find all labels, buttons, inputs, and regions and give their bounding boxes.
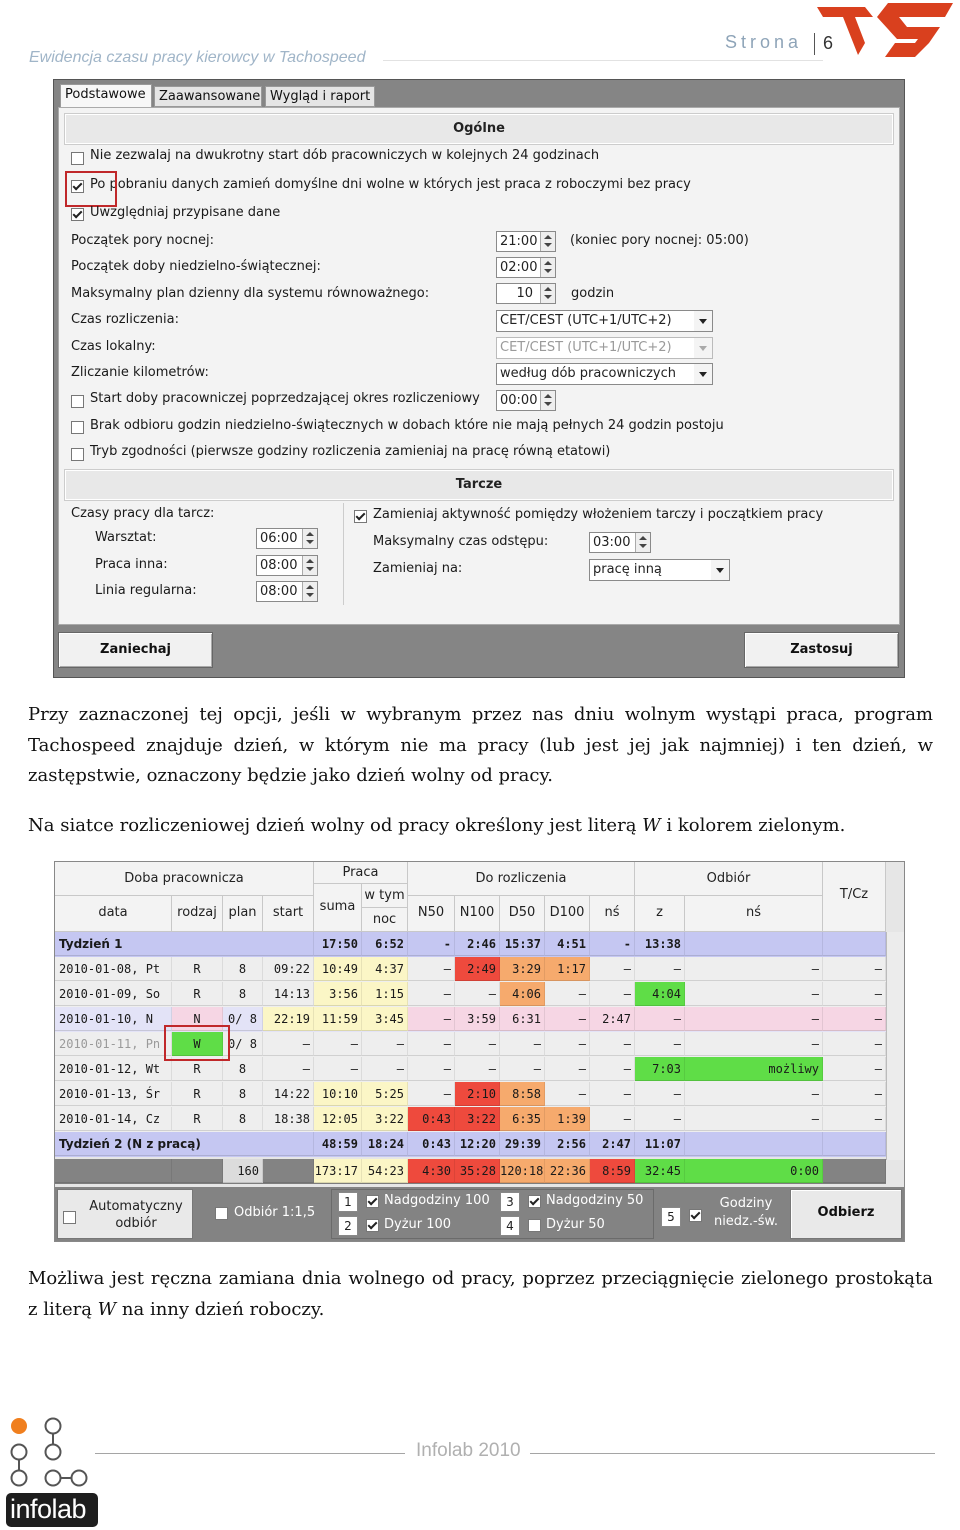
cell-pickup-ns[interactable]	[685, 932, 823, 956]
cell-d50[interactable]: –	[500, 1057, 545, 1081]
cell-d100[interactable]: –	[545, 1007, 590, 1031]
label-replace-with: Zamieniaj na:	[373, 561, 463, 576]
cell-type[interactable]: R	[172, 982, 223, 1006]
footer-text: Infolab 2010	[416, 1440, 521, 1461]
checkbox-holiday-hours[interactable]	[689, 1209, 702, 1222]
grid-toolbar	[55, 1187, 904, 1241]
cell-n50[interactable]: 0:43	[408, 1132, 455, 1156]
label-pickup-11: Odbiór 1:1,5	[234, 1205, 316, 1220]
cell-tcz[interactable]: –	[823, 1057, 886, 1081]
col-header-start: start	[263, 896, 314, 932]
cell-sum[interactable]: 3:56	[314, 982, 362, 1006]
night-start-value: 21:00	[500, 234, 538, 249]
cell-d50[interactable]: –	[500, 1032, 545, 1056]
col-header-type: rodzaj	[172, 896, 223, 932]
checkbox-overtime50[interactable]	[528, 1195, 541, 1208]
spin-arrows-icon[interactable]	[540, 284, 555, 303]
badge-1: 1	[338, 1192, 358, 1212]
cell-type[interactable]: R	[172, 1057, 223, 1081]
settle-time-select[interactable]	[496, 310, 713, 332]
cell-d100[interactable]: –	[545, 1032, 590, 1056]
col-header-n50: N50	[408, 896, 455, 932]
spin-arrows-icon[interactable]	[540, 258, 555, 277]
cell-z[interactable]: 11:07	[635, 1132, 685, 1156]
cell-d100[interactable]: 4:51	[545, 932, 590, 956]
cell-n100[interactable]: –	[455, 982, 500, 1006]
spin-arrows-icon[interactable]	[635, 533, 650, 552]
cell-date[interactable]: 2010-01-09, So	[55, 982, 172, 1006]
checkbox-auto-pickup[interactable]	[63, 1211, 76, 1224]
day-row[interactable]	[55, 1107, 886, 1132]
cell-ns[interactable]: –	[590, 1032, 635, 1056]
label-regular-line: Linia regularna:	[95, 583, 197, 598]
badge-4: 4	[500, 1216, 520, 1236]
col-header-plan: plan	[223, 896, 263, 932]
cell-ns[interactable]: –	[590, 1057, 635, 1081]
week-2-row[interactable]	[55, 1132, 886, 1157]
total-sum: 173:17	[314, 1159, 362, 1183]
cell-n100[interactable]: –	[455, 1032, 500, 1056]
cell-start[interactable]: 18:38	[263, 1107, 314, 1131]
checkbox-duty50[interactable]	[528, 1219, 541, 1232]
km-count-select[interactable]	[496, 363, 713, 385]
cell-sum[interactable]: 17:50	[314, 932, 362, 956]
paragraph-3-letter: W	[97, 1298, 117, 1320]
col-header-d100: D100	[545, 896, 590, 932]
cell-n50[interactable]: –	[408, 1057, 455, 1081]
cell-z[interactable]: –	[635, 1107, 685, 1131]
cell-z[interactable]: –	[635, 1007, 685, 1031]
cell-d50[interactable]: 3:29	[500, 957, 545, 981]
cell-tcz[interactable]	[823, 932, 886, 956]
checkbox-no-double-start[interactable]	[71, 152, 84, 165]
footer-rule-left	[95, 1453, 405, 1454]
cell-sum[interactable]: 48:59	[314, 1132, 362, 1156]
max-gap-value: 03:00	[593, 535, 631, 550]
cell-sum[interactable]: –	[314, 1057, 362, 1081]
cell-ns[interactable]: –	[590, 1107, 635, 1131]
chevron-down-icon[interactable]	[694, 311, 712, 331]
total-pickup-ns: 0:00	[685, 1159, 823, 1183]
cell-date[interactable]: 2010-01-12, Wt	[55, 1057, 172, 1081]
label-km-count: Zliczanie kilometrów:	[71, 365, 209, 380]
start-prev-day-spinner[interactable]	[496, 390, 556, 411]
header-rule	[383, 60, 823, 61]
total-n100: 35:28	[455, 1159, 500, 1183]
label-replace-activity: Zamieniaj aktywność pomiędzy włożeniem tarczy i początkiem pracy	[373, 507, 824, 522]
cell-date[interactable]: 2010-01-11, Pn	[55, 1032, 172, 1056]
replace-with-value: pracę inną	[593, 562, 662, 577]
page-number: 6	[823, 33, 834, 53]
tab-appearance[interactable]: Wygląd i raport	[265, 86, 375, 107]
col-header-sum: suma	[314, 884, 362, 932]
grid-scrollbar[interactable]	[886, 932, 905, 1160]
cell-z[interactable]: 13:38	[635, 932, 685, 956]
chevron-down-icon[interactable]	[694, 364, 712, 384]
auto-pickup-group	[57, 1189, 193, 1239]
cell-d100[interactable]: 2:56	[545, 1132, 590, 1156]
total-type	[172, 1159, 223, 1183]
cell-n50[interactable]: -	[408, 932, 455, 956]
night-start-spinner[interactable]	[496, 231, 556, 252]
cell-pickup-ns[interactable]: –	[685, 982, 823, 1006]
cell-type[interactable]: R	[172, 957, 223, 981]
max-plan-spinner[interactable]	[496, 283, 556, 304]
cell-plan[interactable]: 8	[223, 1057, 263, 1081]
cell-night[interactable]: 5:25	[362, 1082, 408, 1106]
cell-start[interactable]: 09:22	[263, 957, 314, 981]
highlight-box	[65, 171, 117, 207]
cell-date[interactable]: 2010-01-10, N	[55, 1007, 172, 1031]
apply-button[interactable]: Zastosuj	[744, 632, 899, 668]
paragraph-1: Przy zaznaczonej tej opcji, jeśli w wybranym przez nas dniu wolnym wystąpi praca, program Tachospeed znajduje dzień, w którym nie ma pracy (lub jest jej jak najmniej) i ten dzień, w zastępstwie, oznaczony będzie jako dzień wolny od pracy.	[28, 704, 933, 786]
cell-n100[interactable]: 2:46	[455, 932, 500, 956]
cell-d100[interactable]: 1:17	[545, 957, 590, 981]
cell-type[interactable]: R	[172, 1107, 223, 1131]
label-start-prev-day: Start doby pracowniczej poprzedzającej okres rozliczeniowy	[90, 391, 480, 406]
cell-pickup-ns[interactable]: –	[685, 1107, 823, 1131]
cell-date[interactable]: 2010-01-08, Pt	[55, 957, 172, 981]
label-disc-work-times: Czasy pracy dla tarcz:	[71, 506, 215, 521]
cell-pickup-ns[interactable]: możliwy	[685, 1057, 823, 1081]
tab-advanced[interactable]: Zaawansowane	[154, 86, 262, 107]
label-settle-time: Czas rozliczenia:	[71, 312, 179, 327]
cell-sum[interactable]: –	[314, 1032, 362, 1056]
badge-3: 3	[500, 1192, 520, 1212]
cell-n50[interactable]: –	[408, 1082, 455, 1106]
cell-start[interactable]: –	[263, 1032, 314, 1056]
col-header-night: noc	[362, 908, 408, 932]
cell-ns[interactable]: 2:47	[590, 1132, 635, 1156]
cell-date[interactable]: 2010-01-14, Cz	[55, 1107, 172, 1131]
label-include-assigned: Uwzględniaj przypisane dane	[90, 205, 281, 220]
day-row[interactable]	[55, 982, 886, 1007]
page-label: Strona	[725, 32, 803, 52]
label-no-sunday-pickup: Brak odbioru godzin niedzielno-świątecznych w dobach które nie mają pełnych 24 godzin postoju	[90, 418, 724, 433]
cell-d100[interactable]: –	[545, 1082, 590, 1106]
col-header-pickup-ns: nś	[685, 896, 823, 932]
checkbox-start-prev-day[interactable]	[71, 395, 84, 408]
cell-n100[interactable]: 2:10	[455, 1082, 500, 1106]
cell-pickup-ns[interactable]: –	[685, 1007, 823, 1031]
total-tcz	[823, 1159, 886, 1183]
workshop-spinner[interactable]	[256, 528, 318, 549]
cell-d50[interactable]: 15:37	[500, 932, 545, 956]
regular-line-value: 08:00	[260, 584, 298, 599]
cell-z[interactable]: –	[635, 957, 685, 981]
cell-date[interactable]: 2010-01-13, Śr	[55, 1082, 172, 1106]
spin-arrows-icon[interactable]	[540, 391, 555, 410]
cell-tcz[interactable]: –	[823, 1107, 886, 1131]
cell-start[interactable]: 14:22	[263, 1082, 314, 1106]
spin-arrows-icon[interactable]	[540, 232, 555, 251]
group-header-day: Doba pracownicza	[55, 862, 314, 896]
col-header-d50: D50	[500, 896, 545, 932]
cell-pickup-ns[interactable]: –	[685, 1082, 823, 1106]
paragraph-2-letter: W	[642, 815, 661, 836]
cell-night[interactable]: 1:15	[362, 982, 408, 1006]
cell-sum[interactable]: 10:10	[314, 1082, 362, 1106]
spin-arrows-icon[interactable]	[302, 529, 317, 548]
cell-tcz[interactable]: –	[823, 1032, 886, 1056]
cell-start[interactable]: 14:13	[263, 982, 314, 1006]
col-header-date: data	[55, 896, 172, 932]
cell-n100[interactable]: 3:59	[455, 1007, 500, 1031]
max-plan-unit: godzin	[571, 286, 615, 301]
cell-night[interactable]: 3:22	[362, 1107, 408, 1131]
total-start	[263, 1159, 314, 1183]
col-header-n100: N100	[455, 896, 500, 932]
cell-ns[interactable]: -	[590, 932, 635, 956]
settings-panel	[58, 107, 900, 625]
label-no-double-start: Nie zezwalaj na dwukrotny start dób pracowniczych w kolejnych 24 godzinach	[90, 148, 600, 163]
paragraph-2-start: Na siatce rozliczeniowej dzień wolny od pracy określony jest literą	[28, 815, 643, 836]
total-d50: 120:18	[500, 1159, 545, 1183]
chevron-down-icon[interactable]	[694, 338, 712, 358]
cell-start[interactable]: –	[263, 1057, 314, 1081]
cell-d50[interactable]: 4:06	[500, 982, 545, 1006]
sunday-start-spinner[interactable]	[496, 257, 556, 278]
totals-row	[55, 1159, 886, 1184]
cell-z[interactable]: 4:04	[635, 982, 685, 1006]
total-night: 54:23	[362, 1159, 408, 1183]
cell-d50[interactable]: 8:58	[500, 1082, 545, 1106]
week-1-row[interactable]	[55, 932, 886, 957]
cell-d50[interactable]: 6:35	[500, 1107, 545, 1131]
cell-type[interactable]: W	[172, 1032, 223, 1056]
cell-pickup-ns[interactable]: –	[685, 957, 823, 981]
footer-rule-right	[530, 1453, 935, 1454]
day-row[interactable]	[55, 957, 886, 982]
total-d100: 22:36	[545, 1159, 590, 1183]
cell-n50[interactable]: –	[408, 1007, 455, 1031]
checkbox-duty100[interactable]	[366, 1219, 379, 1232]
cell-n100[interactable]: 2:49	[455, 957, 500, 981]
label-other-work: Praca inna:	[95, 557, 168, 572]
cell-z[interactable]: –	[635, 1082, 685, 1106]
cell-d50[interactable]: 29:39	[500, 1132, 545, 1156]
chevron-down-icon[interactable]	[711, 560, 729, 580]
cell-plan[interactable]: 0/ 8	[223, 1007, 263, 1031]
paragraph-2	[28, 811, 933, 842]
cell-sum[interactable]: 12:05	[314, 1107, 362, 1131]
paragraph-3-start: Możliwa jest ręczna zamiana dnia wolnego od pracy, poprzez przeciągnięcie zielonego prostokąta z literą	[28, 1268, 933, 1320]
cell-n50[interactable]: –	[408, 957, 455, 981]
cell-n100[interactable]: –	[455, 1057, 500, 1081]
cell-tcz[interactable]: –	[823, 957, 886, 981]
label-overtime100: Nadgodziny 100	[384, 1193, 490, 1208]
cell-ns[interactable]: –	[590, 1082, 635, 1106]
cell-sum[interactable]: 11:59	[314, 1007, 362, 1031]
col-header-tcz: T/Cz	[823, 862, 886, 932]
paragraph-3	[28, 1264, 933, 1325]
label-night-start: Początek pory nocnej:	[71, 233, 214, 248]
other-work-value: 08:00	[260, 558, 298, 573]
checkbox-replace-activity[interactable]	[354, 510, 367, 523]
spin-arrows-icon[interactable]	[302, 556, 317, 575]
cell-tcz[interactable]: –	[823, 1007, 886, 1031]
label-replace-days-off: Po pobraniu danych zamień domyślne dni wolne w których jest praca z roboczymi bez pracy	[90, 177, 691, 192]
overtime-group	[331, 1189, 654, 1239]
cell-plan[interactable]: 8	[223, 1107, 263, 1131]
label-auto-pickup: Automatyczny odbiór	[89, 1199, 183, 1231]
tachospeed-logo	[815, 3, 955, 61]
cell-n50[interactable]: 0:43	[408, 1107, 455, 1131]
label-workshop: Warsztat:	[95, 530, 157, 545]
cell-night[interactable]: –	[362, 1057, 408, 1081]
cell-plan[interactable]: 8	[223, 1082, 263, 1106]
label-duty100: Dyżur 100	[384, 1217, 452, 1232]
cell-ns[interactable]: –	[590, 982, 635, 1006]
discs-divider	[343, 503, 344, 605]
tab-basic[interactable]: Podstawowe	[60, 84, 152, 108]
label-overtime50: Nadgodziny 50	[546, 1193, 644, 1208]
total-date	[55, 1159, 172, 1183]
group-header-pickup: Odbiór	[635, 862, 823, 896]
checkbox-include-assigned[interactable]	[71, 208, 84, 221]
label-max-plan: Maksymalny plan dzienny dla systemu równoważnego:	[71, 286, 430, 301]
cell-z[interactable]: –	[635, 1032, 685, 1056]
cell-d100[interactable]: –	[545, 1057, 590, 1081]
section-general-title: Ogólne	[65, 114, 893, 144]
label-compat-mode: Tryb zgodności (pierwsze godziny rozliczenia zamieniaj na pracę równą etatowi)	[90, 444, 611, 459]
day-row[interactable]	[55, 1082, 886, 1107]
checkbox-overtime100[interactable]	[366, 1195, 379, 1208]
max-gap-spinner[interactable]	[589, 532, 651, 553]
cell-n100[interactable]: 12:20	[455, 1132, 500, 1156]
cell-night[interactable]: 6:52	[362, 932, 408, 956]
cell-pickup-ns[interactable]: –	[685, 1032, 823, 1056]
label-sunday-start: Początek doby niedzielno-świątecznej:	[71, 259, 321, 274]
badge-5: 5	[661, 1207, 681, 1227]
col-header-ns: nś	[590, 896, 635, 932]
cell-start[interactable]: 22:19	[263, 1007, 314, 1031]
other-work-spinner[interactable]	[256, 555, 318, 576]
total-plan: 160	[223, 1159, 263, 1183]
badge-2: 2	[338, 1216, 358, 1236]
cell-ns[interactable]: –	[590, 957, 635, 981]
cell-plan[interactable]: 8	[223, 957, 263, 981]
highlight-box	[164, 1025, 230, 1061]
total-z: 32:45	[635, 1159, 685, 1183]
replace-with-select[interactable]	[589, 559, 730, 581]
cell-type[interactable]: N	[172, 1007, 223, 1031]
cell-night[interactable]: 4:37	[362, 957, 408, 981]
cell-n100[interactable]: 3:22	[455, 1107, 500, 1131]
cell-d100[interactable]: –	[545, 982, 590, 1006]
cell-n50[interactable]: –	[408, 982, 455, 1006]
total-ns: 8:59	[590, 1159, 635, 1183]
cell-ns[interactable]: 2:47	[590, 1007, 635, 1031]
start-prev-day-value: 00:00	[500, 393, 538, 408]
cell-date[interactable]: Tydzień 2 (N z pracą)	[55, 1132, 314, 1156]
cell-date[interactable]: Tydzień 1	[55, 932, 314, 956]
checkbox-pickup-11[interactable]	[215, 1207, 228, 1220]
cell-night[interactable]: 3:45	[362, 1007, 408, 1031]
paragraph-2-end: i kolorem zielonym.	[660, 815, 846, 836]
km-count-value: według dób pracowniczych	[500, 366, 676, 381]
checkbox-compat-mode[interactable]	[71, 448, 84, 461]
pickup-button[interactable]: Odbierz	[790, 1189, 902, 1239]
spin-arrows-icon[interactable]	[302, 582, 317, 601]
col-header-z: z	[635, 896, 685, 932]
regular-line-spinner[interactable]	[256, 581, 318, 602]
cell-tcz[interactable]: –	[823, 982, 886, 1006]
cell-d50[interactable]: 6:31	[500, 1007, 545, 1031]
cell-d100[interactable]: 1:39	[545, 1107, 590, 1131]
cell-tcz[interactable]: –	[823, 1082, 886, 1106]
settle-time-value: CET/CEST (UTC+1/UTC+2)	[500, 313, 672, 328]
section-discs-title: Tarcze	[65, 470, 893, 500]
group-header-work: Praca	[314, 862, 408, 884]
cancel-button[interactable]: Zaniechaj	[58, 632, 213, 668]
cell-n50[interactable]: –	[408, 1032, 455, 1056]
cell-night[interactable]: –	[362, 1032, 408, 1056]
local-time-select[interactable]	[496, 337, 713, 359]
brand-wordmark: infolab	[10, 1494, 87, 1524]
label-holiday-hours: Godziny niedz.-św.	[713, 1196, 779, 1229]
cell-night[interactable]: 18:24	[362, 1132, 408, 1156]
night-end-note: (koniec pory nocnej: 05:00)	[570, 233, 749, 248]
sunday-start-value: 02:00	[500, 260, 538, 275]
total-n50: 4:30	[408, 1159, 455, 1183]
label-duty50: Dyżur 50	[546, 1217, 605, 1232]
checkbox-no-sunday-pickup[interactable]	[71, 421, 84, 434]
cell-plan[interactable]: 8	[223, 982, 263, 1006]
label-local-time: Czas lokalny:	[71, 339, 156, 354]
workshop-value: 06:00	[260, 531, 298, 546]
label-max-gap: Maksymalny czas odstępu:	[373, 534, 549, 549]
cell-plan[interactable]: 0/ 8	[223, 1032, 263, 1056]
paragraph-3-end: na inny dzień roboczy.	[116, 1298, 325, 1320]
settlement-grid	[54, 861, 905, 1242]
col-header-incl: w tym	[362, 884, 408, 908]
cell-pickup-ns[interactable]	[685, 1132, 823, 1156]
cell-tcz[interactable]	[823, 1132, 886, 1156]
local-time-value: CET/CEST (UTC+1/UTC+2)	[500, 340, 672, 355]
max-plan-value: 10	[516, 286, 533, 301]
cell-z[interactable]: 7:03	[635, 1057, 685, 1081]
settings-dialog	[53, 79, 905, 678]
group-header-settle: Do rozliczenia	[408, 862, 635, 896]
cell-sum[interactable]: 10:49	[314, 957, 362, 981]
document-title: Ewidencja czasu pracy kierowcy w Tachospeed	[29, 49, 366, 66]
cell-type[interactable]: R	[172, 1082, 223, 1106]
